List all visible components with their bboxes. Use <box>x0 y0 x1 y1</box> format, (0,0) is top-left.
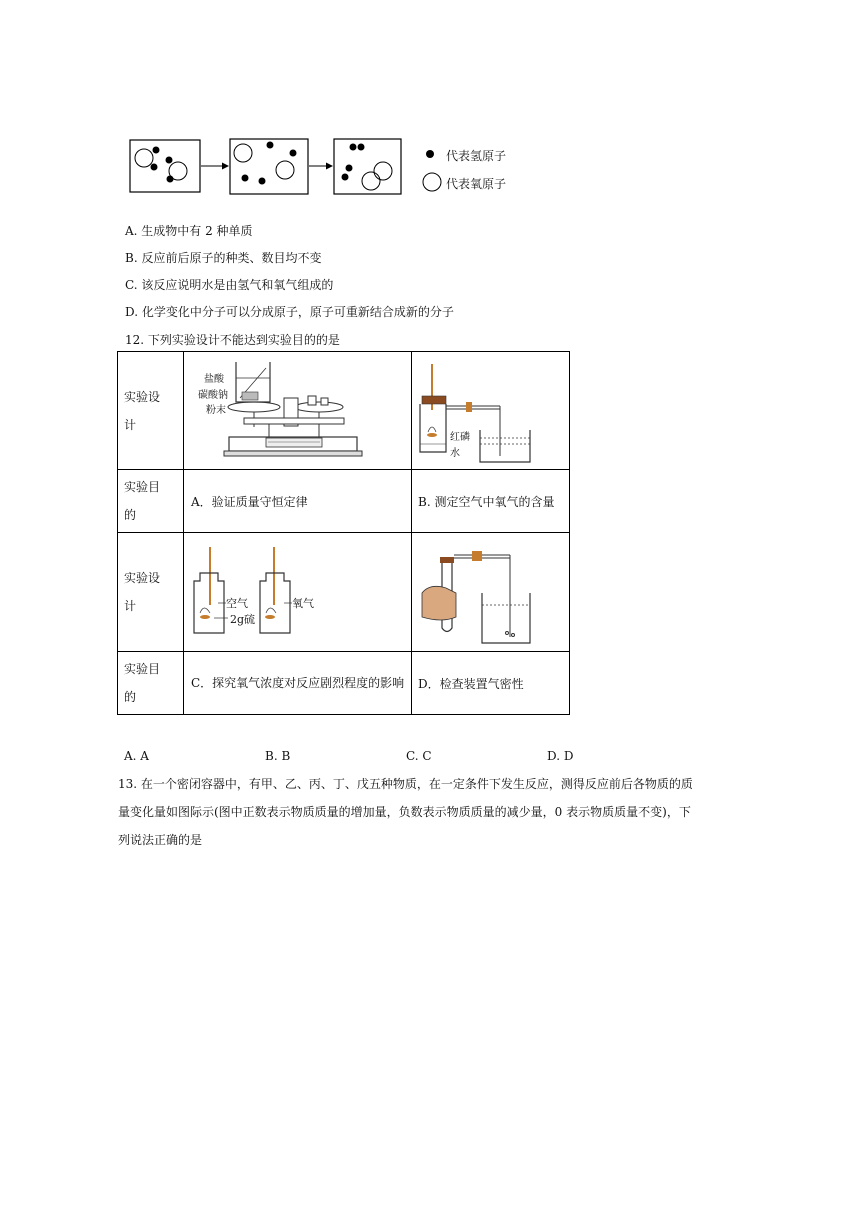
apparatus-d <box>412 533 570 652</box>
q12-option-a: A. A <box>124 749 149 763</box>
purpose-c: C．探究氧气浓度对反应剧烈程度的影响 <box>184 652 412 715</box>
apparatus-c <box>184 533 412 652</box>
sulfur-bottles-image <box>184 533 404 651</box>
airtightness-check-image <box>412 533 563 651</box>
row-label-design: 实验设计 <box>118 352 184 470</box>
row-label-purpose-2: 实验目的 <box>118 652 184 715</box>
legend-hydrogen: 代表氢原子 <box>446 149 507 163</box>
q11-option-b: B. 反应前后原子的种类、数目均不变 <box>125 251 322 265</box>
label-water: 水 <box>450 448 460 459</box>
q12-option-b: B. B <box>265 749 291 763</box>
row-label-purpose: 实验目的 <box>118 470 184 533</box>
purpose-d: D．检查装置气密性 <box>412 652 570 715</box>
label-sodium-carbonate: 碳酸钠 <box>198 390 228 401</box>
q11-option-a: A. 生成物中有 2 种单质 <box>125 224 253 238</box>
q12-option-c: C. C <box>406 749 432 763</box>
purpose-a: A．验证质量守恒定律 <box>184 470 412 533</box>
label-powder: 粉末 <box>206 405 226 416</box>
label-hydrochloric-acid: 盐酸 <box>204 374 224 385</box>
label-oxygen: 氧气 <box>292 597 314 610</box>
experiment-table <box>117 351 570 715</box>
legend-oxygen: 代表氧原子 <box>446 177 507 191</box>
row-label-design-2: 实验设计 <box>118 533 184 652</box>
q12-option-d: D. D <box>547 749 574 763</box>
label-red-phosphorus: 红磷 <box>450 432 470 443</box>
q11-option-c: C. 该反应说明水是由氢气和氧气组成的 <box>125 278 334 292</box>
apparatus-b <box>412 352 570 470</box>
phosphorus-bottle-image <box>412 352 563 469</box>
label-sulfur: 2g硫 <box>230 613 256 626</box>
label-air: 空气 <box>226 597 248 610</box>
purpose-b: B. 测定空气中氧气的含量 <box>412 470 570 533</box>
q13-text: 13. 在一个密闭容器中，有甲、乙、丙、丁、戊五种物质，在一定条件下发生反应，测得反应前后各物质的质量变化量如图际示(图中正数表示物质质量的增加量，负数表示物质质量的减少量，0 表示物质质量不变)，下列说法正确的是 <box>118 777 693 847</box>
q12-stem: 12. 下列实验设计不能达到实验目的的是 <box>125 333 340 347</box>
apparatus-a <box>184 352 412 470</box>
q11-option-d: D. 化学变化中分子可以分成原子，原子可重新结合成新的分子 <box>125 305 454 319</box>
